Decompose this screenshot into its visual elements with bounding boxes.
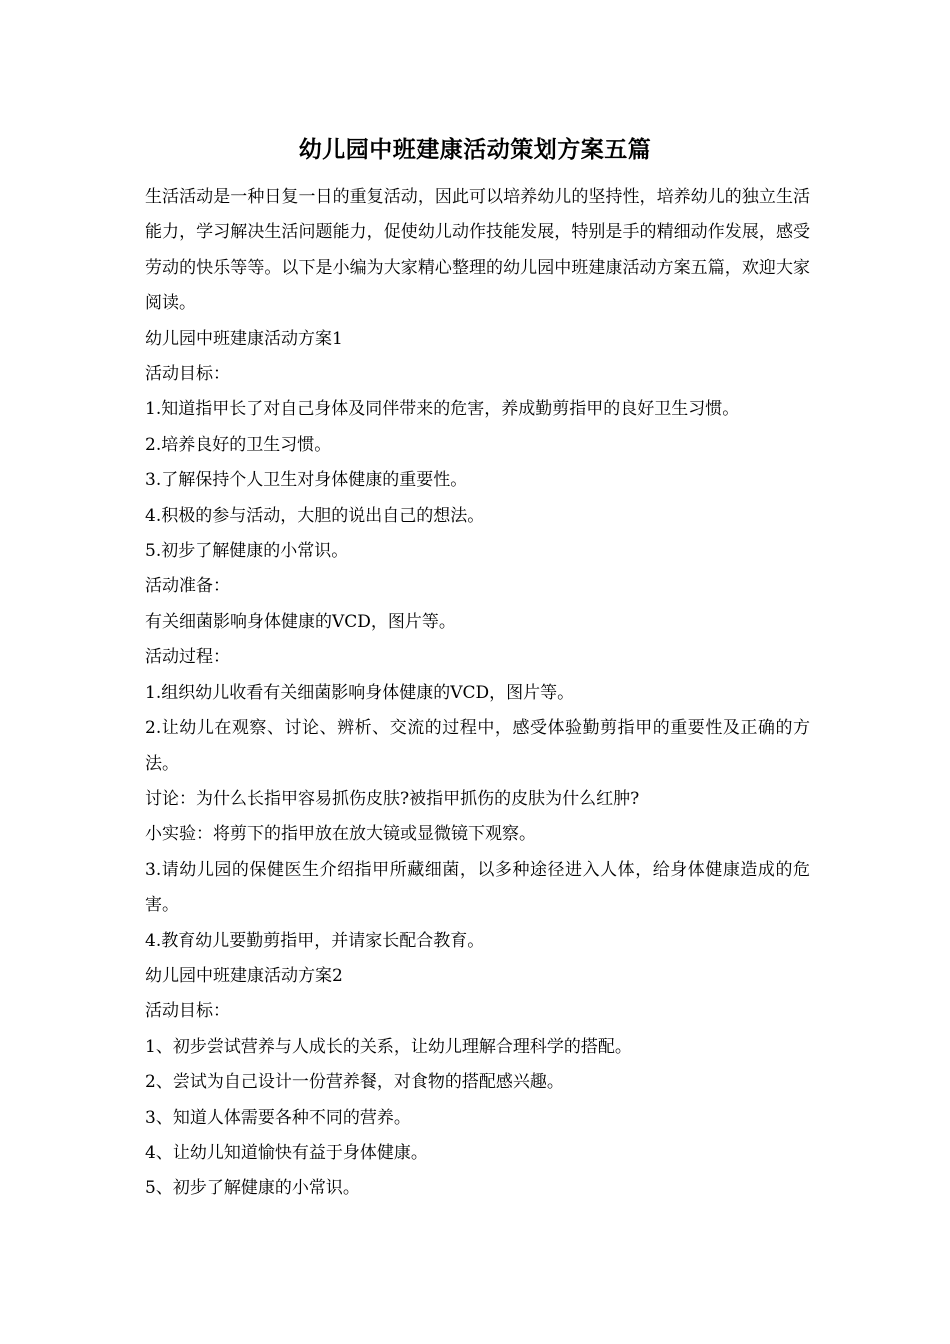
list-item: 4、让幼儿知道愉快有益于身体健康。 xyxy=(145,1142,428,1163)
subheading-preparation: 活动准备： xyxy=(145,576,230,597)
document-body xyxy=(145,180,810,1207)
list-item: 3、知道人体需要各种不同的营养。 xyxy=(145,1107,411,1128)
list-item: 3.请幼儿园的保健医生介绍指甲所藏细菌，以多种途径进入人体，给身体健康造成的危害。 xyxy=(145,859,810,916)
text-line: 有关细菌影响身体健康的VCD，图片等。 xyxy=(145,611,456,632)
list-item: 2.培养良好的卫生习惯。 xyxy=(145,434,332,455)
list-item: 4.积极的参与活动，大胆的说出自己的想法。 xyxy=(145,505,485,526)
list-item: 3.了解保持个人卫生对身体健康的重要性。 xyxy=(145,470,468,491)
list-item: 1、初步尝试营养与人成长的关系，让幼儿理解合理科学的搭配。 xyxy=(145,1036,632,1057)
intro-paragraph: 生活活动是一种日复一日的重复活动，因此可以培养幼儿的坚持性，培养幼儿的独立生活能力，学习解决生活问题能力，促使幼儿动作技能发展，特别是手的精细动作发展，感受劳动的快乐等等。以下是小编为大家精心整理的幼儿园中班建康活动方案五篇，欢迎大家阅读。 xyxy=(145,187,810,314)
subheading-process: 活动过程： xyxy=(145,647,230,668)
document-title: 幼儿园中班建康活动策划方案五篇 xyxy=(298,136,652,163)
list-item: 2.让幼儿在观察、讨论、辨析、交流的过程中，感受体验勤剪指甲的重要性及正确的方法。 xyxy=(145,718,810,774)
list-item: 2、尝试为自己设计一份营养餐，对食物的搭配感兴趣。 xyxy=(145,1072,564,1093)
list-item: 1.组织幼儿收看有关细菌影响身体健康的VCD，图片等。 xyxy=(145,682,575,703)
text-line: 小实验：将剪下的指甲放在放大镜或显微镜下观察。 xyxy=(145,824,536,845)
subheading-goals: 活动目标： xyxy=(145,364,230,385)
list-item: 4.教育幼儿要勤剪指甲，并请家长配合教育。 xyxy=(145,930,485,951)
section-heading-plan-2: 幼儿园中班建康活动方案2 xyxy=(145,965,343,986)
subheading-goals: 活动目标： xyxy=(145,1001,230,1022)
list-item: 5、初步了解健康的小常识。 xyxy=(145,1178,360,1199)
list-item: 1.知道指甲长了对自己身体及同伴带来的危害，养成勤剪指甲的良好卫生习惯。 xyxy=(145,399,740,420)
list-item: 5.初步了解健康的小常识。 xyxy=(145,541,349,562)
text-line: 讨论：为什么长指甲容易抓伤皮肤?被指甲抓伤的皮肤为什么红肿? xyxy=(145,788,640,809)
section-heading-plan-1: 幼儿园中班建康活动方案1 xyxy=(145,328,343,349)
